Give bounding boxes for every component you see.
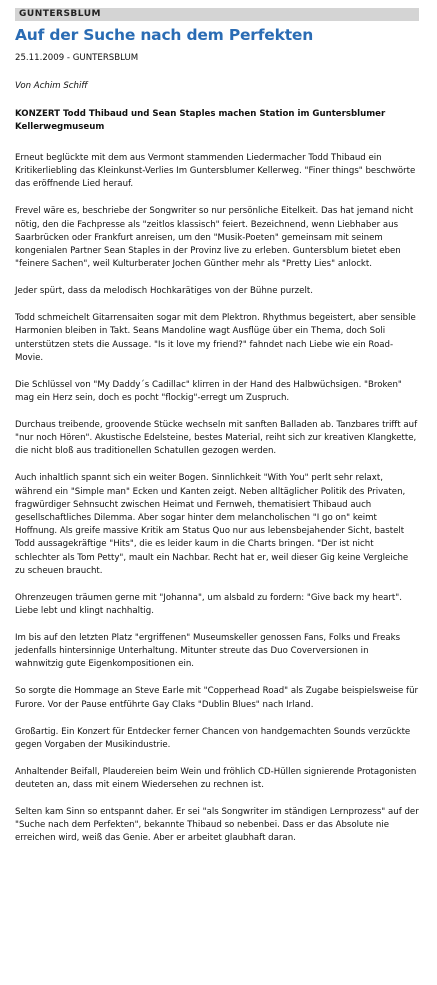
article-body (15, 152, 419, 846)
body-paragraph: Auch inhaltlich spannt sich ein weiter Bogen. Sinnlichkeit "With You" perlt sehr relaxt, während ein "Simple man" Ecken und Kanten zeigt. Neben alltäglicher Politik des Privaten, fragwürdiger Sehnsucht zwischen Heimat und Fernweh, thematisiert Thibaud auch gesellschaftliches Dilemma. Aber sogar hinter dem melancholischen "I go on" keimt Hoffnung. Als greife massive Kritik am Status Quo nur aus lebensbejahender Sicht, bastelt Todd aussagekräftige "Hits", die es leider kaum in die Charts bringen. "Der ist nicht schlechter als Tom Petty", mault ein Nachbar. Recht hat er, weil dieser Gig keine Vergleiche zu scheuen braucht. (15, 473, 409, 576)
body-paragraph: So sorgte die Hommage an Steve Earle mit "Copperhead Road" als Zugabe beispielsweise für Furore. Vor der Pause entführte Gay Claks "Dublin Blues" nach Irland. (15, 686, 419, 710)
body-paragraph: Großartig. Ein Konzert für Entdecker ferner Chancen von handgemachten Sounds verzückte gegen Vorgaben der Musikindustrie. (15, 726, 411, 750)
body-paragraph: Todd schmeichelt Gitarrensaiten sogar mit dem Plektron. Rhythmus begeistert, aber sensible Harmonien bleiben in Takt. Seans Mandoline wagt Ausflüge über ein Thema, doch Soli unterstützen stets die Aussage. "Is it love my friend?" fahndet nach Liebe wie ein Road-Movie. (15, 313, 416, 363)
body-paragraph: Im bis auf den letzten Platz "ergriffenen" Museumskeller genossen Fans, Folks und Freaks jedenfalls hintersinnige Unterhaltung. Mitunter streute das Duo Coverversionen in wahnwitzig gute Eigenkompositionen ein. (15, 633, 401, 670)
article-title: Auf der Suche nach dem Perfekten (15, 26, 314, 44)
dateline: 25.11.2009 - GUNTERSBLUM (15, 53, 139, 63)
article (15, 8, 419, 859)
body-paragraph: Frevel wäre es, beschriebe der Songwriter so nur persönliche Eitelkeit. Das hat jemand nicht nötig, den die Fachpresse als "zeitlos klassisch" feiert. Bezeichnend, wenn Liebhaber aus Saarbrücken oder Frankfurt anreisen, um den "Musik-Poeten" gemeinsam mit seinem kongenialen Partner Sean Staples in der Provinz live zu erleben. Guntersblum bietet eben "feinere Sachen", weil Kulturberater Jochen Günther mehr als "Pretty Lies" anlockt. (15, 206, 414, 270)
body-paragraph: Erneut beglückte mit dem aus Vermont stammenden Liedermacher Todd Thibaud ein Kritikerliebling das Kleinkunst-Verlies Im Guntersblumer Kellerweg. "Finer things" beschwörte das eröffnende Lied herauf. (15, 153, 416, 190)
author-byline: Von Achim Schiff (15, 81, 88, 91)
body-paragraph: Durchaus treibende, groovende Stücke wechseln mit sanften Balladen ab. Tanzbares trifft auf "nur noch Hören". Akustische Edelsteine, bestes Material, reiht sich zur kreativen Klangkette, die nicht bloß aus traditionellen Schatullen gezogen werden. (15, 420, 418, 457)
lead-paragraph: KONZERT Todd Thibaud und Sean Staples machen Station im Guntersblumer Kellerwegmuseum (15, 109, 386, 132)
body-paragraph: Jeder spürt, dass da melodisch Hochkarätiges von der Bühne purzelt. (15, 286, 313, 297)
body-paragraph: Ohrenzeugen träumen gerne mit "Johanna", um alsbald zu fordern: "Give back my heart". Liebe lebt und klingt nachhaltig. (15, 592, 402, 617)
body-paragraph: Selten kam Sinn so entspannt daher. Er sei "als Songwriter im ständigen Lernprozess" auf der "Suche nach dem Perfekten", bekannte Thibaud so nebenbei. Dass er das Absolute nie erreichen wird, weiß das Genie. Aber er arbeitet glaubhaft daran. (15, 807, 419, 844)
section-bar: GUNTERSBLUM (15, 8, 419, 21)
body-paragraph: Anhaltender Beifall, Plaudereien beim Wein und fröhlich CD-Hüllen signierende Protagonisten deuteten an, dass mit einem Wiedersehen zu rechnen ist. (15, 766, 417, 791)
body-paragraph: Die Schlüssel von "My Daddy´s Cadillac" klirren in der Hand des Halbwüchsigen. "Broken" mag ein Herz sein, doch es pocht "flockig"-erregt um Zuspruch. (15, 379, 402, 404)
